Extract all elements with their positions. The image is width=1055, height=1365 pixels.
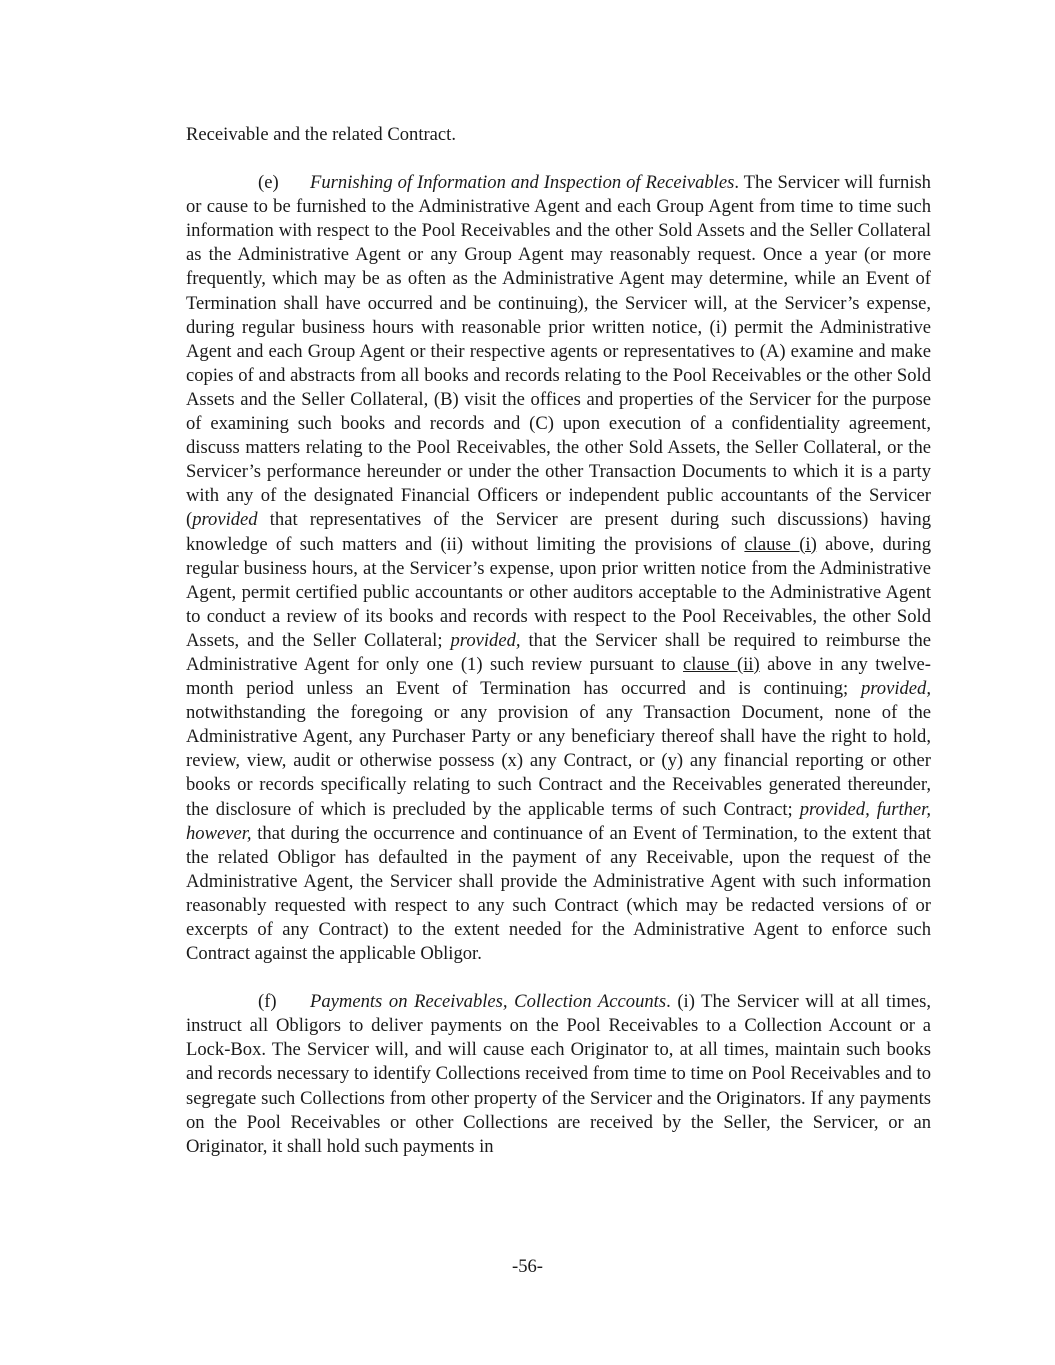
provided-further-however-term: provided, further, however, xyxy=(186,798,931,844)
section-e-paragraph xyxy=(186,171,931,966)
section-e-text-6: notwithstanding the foregoing or any provision of any Transaction Document, none of the Administrative Agent, any Purchaser Party or any beneficiary thereof shall have the right to hold, review, view, audit or otherwise possess (x) any Contract, or (y) any financial reporting or other books or records specifically relating to such Contract and the Receivables generated thereunder, the disclosure of which is precluded by the applicable terms of such Contract; xyxy=(186,702,931,820)
section-e-text-2: that representatives of the Servicer are present during such discussions) having knowledge of such matters and (ii) without limiting the provisions of xyxy=(186,509,931,555)
clause-ii-reference: clause (ii) xyxy=(683,653,760,675)
document-page xyxy=(186,123,931,1159)
section-e-heading: Furnishing of Information and Inspection of Receivables xyxy=(310,172,735,194)
section-e-label: (e) xyxy=(258,172,279,194)
section-f-label: (f) xyxy=(258,991,277,1013)
section-e-text-3: above, during regular business hours, at the Servicer’s expense, upon prior written notice from the Administrative Agent, permit certified public accountants or other auditors acceptable to the Administrative Agent to conduct a review of its books and records with respect to the Pool Receivables, the other Sold Assets, and the Seller Collateral; xyxy=(186,533,932,651)
provided-term: provided, xyxy=(450,629,521,651)
intro-paragraph: Receivable and the related Contract. xyxy=(186,124,456,145)
clause-i-reference: clause (i) xyxy=(744,533,817,555)
section-e-text-7: that during the occurrence and continuance of an Event of Termination, to the extent that the related Obligor has defaulted in the payment of any Receivable, upon the request of the Administrative Agent, the Servicer shall provide the Administrative Agent with such information reasonably requested with respect to any such Contract (which may be redacted versions of or excerpts of any Contract) to the extent needed for the Administrative Agent to enforce such Contract against the applicable Obligor. xyxy=(186,822,931,965)
section-e-text-4: that the Servicer shall be required to reimburse the Administrative Agent for only one (1) such review pursuant to xyxy=(186,629,931,675)
provided-term: provided xyxy=(192,509,258,531)
section-e-text-5: above in any twelve-month period unless an Event of Termination has occurred and is continuing; xyxy=(186,653,931,700)
section-f-paragraph xyxy=(186,990,931,1159)
section-f-heading: Payments on Receivables, Collection Accounts xyxy=(310,991,667,1013)
page-number: -56- xyxy=(512,1256,543,1277)
section-f-text-1: . (i) The Servicer will at all times, instruct all Obligors to deliver payments on the Pool Receivables to a Collection Account or a Lock-Box. The Servicer will, and will cause each Originator to, at all times, maintain such books and records necessary to identify Collections received from time to time on Pool Receivables and to segregate such Collections from other property of the Servicer and the Originators. If any payments on the Pool Receivables or other Collections are received by the Seller, the Servicer, or an Originator, it shall hold such payments in xyxy=(186,991,931,1157)
provided-term: provided, xyxy=(860,678,931,700)
section-e-text-1: . The Servicer will furnish or cause to be furnished to the Administrative Agent and each Group Agent from time to time such information with respect to the Pool Receivables and the other Sold Assets and the Seller Collateral as the Administrative Agent or any Group Agent may reasonably request. Once a year (or more frequently, which may be as often as the Administrative Agent may determine, while an Event of Termination shall have occurred and be continuing), the Servicer will, at the Servicer’s expense, during regular business hours with reasonable prior written notice, (i) permit the Administrative Agent and each Group Agent or their respective agents or representatives to (A) examine and make copies of and abstracts from all books and records relating to the Pool Receivables or the other Sold Assets and the Seller Collateral, (B) visit the offices and properties of the Servicer for the purpose of examining such books and records and (C) upon execution of a confidentiality agreement, discuss matters relating to the Pool Receivables, the other Sold Assets, the Seller Collateral, or the Servicer’s performance hereunder or under the other Transaction Documents to which it is a party with any of the designated Financial Officers or independent public accountants of the Servicer ( xyxy=(186,172,931,531)
